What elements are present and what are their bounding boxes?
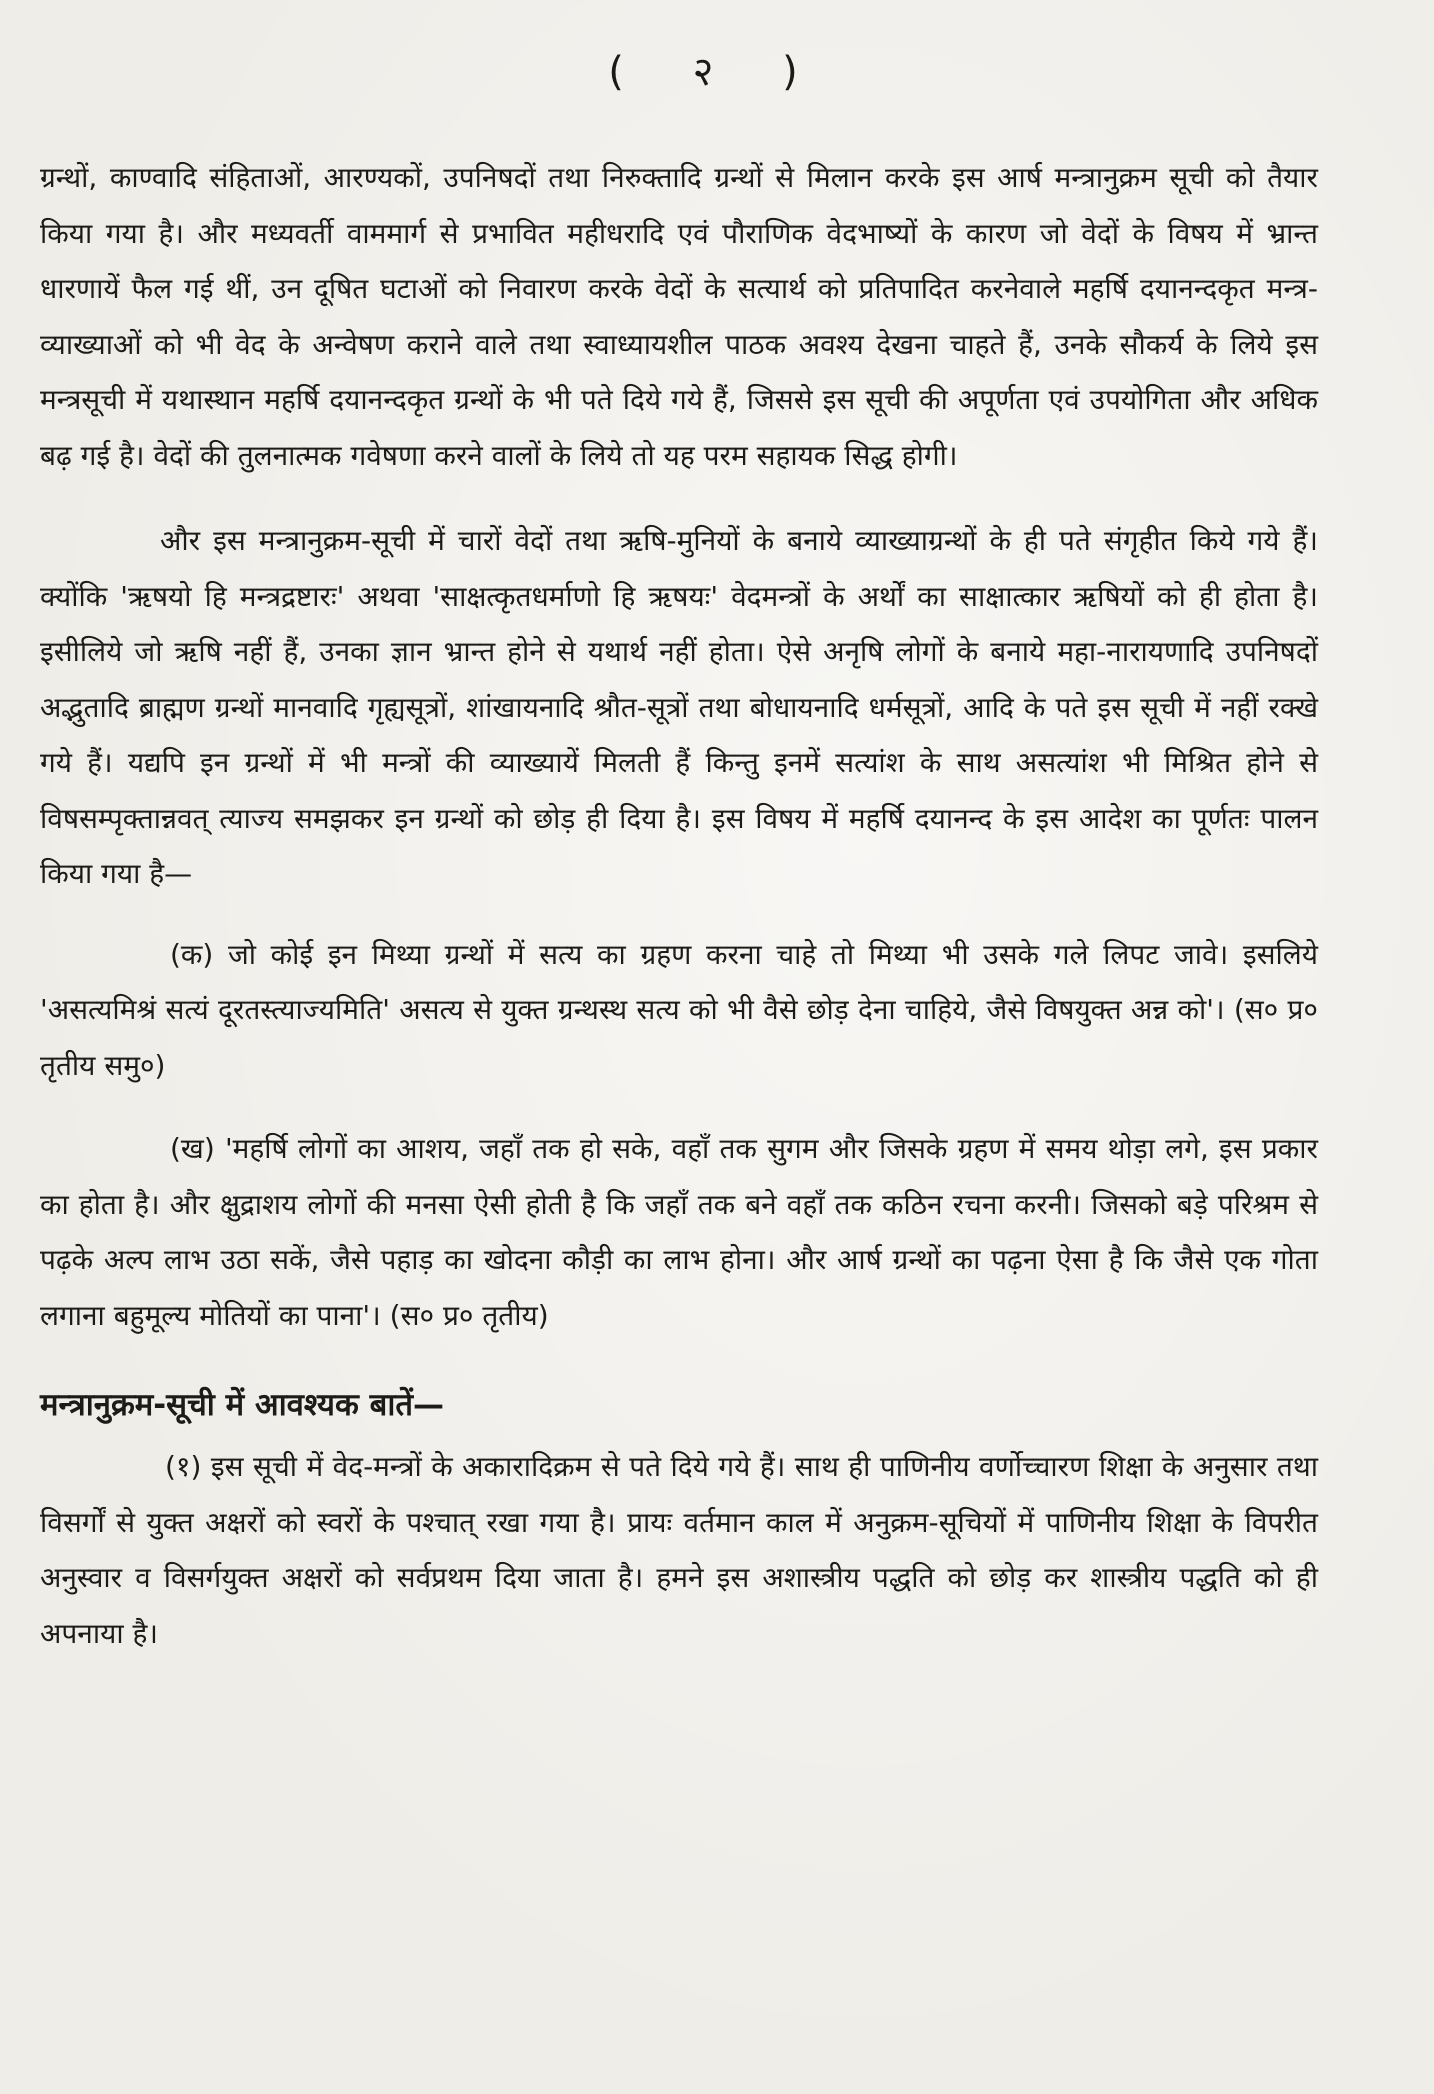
- quote-ka-paragraph: [40, 927, 1318, 1094]
- quote-kha-text: 'महर्षि लोगों का आशय, जहाँ तक हो सके, वहाँ तक सुगम और जिसके ग्रहण में समय थोड़ा लगे, इस प्रकार का होता है। और क्षुद्राशय लोगों की मनसा ऐसी होती है कि जहाँ तक बने वहाँ तक कठिन रचना करनी। जिसको बड़े परिश्रम से पढ़के अल्प लाभ उठा सकें, जैसे पहाड़ का खोदना कौड़ी का लाभ होना। और आर्ष ग्रन्थों का पढ़ना ऐसा है कि जैसे एक गोता लगाना बहुमूल्य मोतियों का पाना'। (स० प्र० तृतीय): [40, 1132, 1318, 1332]
- item-1-text: इस सूची में वेद-मन्त्रों के अकारादिक्रम से पते दिये गये हैं। साथ ही पाणिनीय वर्णोच्चारण शिक्षा के अनुसार तथा विसर्गों से युक्त अक्षरों को स्वरों के पश्चात् रखा गया है। प्रायः वर्तमान काल में अनुक्रम-सूचियों में पाणिनीय शिक्षा के विपरीत अनुस्वार व विसर्गयुक्त अक्षरों को सर्वप्रथम दिया जाता है। हमने इस अशास्त्रीय पद्धति को छोड़ कर शास्त्रीय पद्धति को ही अपनाया है।: [40, 1450, 1319, 1650]
- intro-paragraph: ग्रन्थों, काण्वादि संहिताओं, आरण्यकों, उपनिषदों तथा निरुक्तादि ग्रन्थों से मिलान करके इस आर्ष मन्त्रानुक्रम सूची को तैयार किया गया है। और मध्यवर्ती वाममार्ग से प्रभावित महीधरादि एवं पौराणिक वेदभाष्यों के कारण जो वेदों के विषय में भ्रान्त धारणायें फैल गई थीं, उन दूषित घटाओं को निवारण करके वेदों के सत्यार्थ को प्रतिपादित करनेवाले महर्षि दयानन्दकृत मन्त्र-व्याख्याओं को भी वेद के अन्वेषण कराने वाले तथा स्वाध्यायशील पाठक अवश्य देखना चाहते हैं, उनके सौकर्य के लिये इस मन्त्रसूची में यथास्थान महर्षि दयानन्दकृत ग्रन्थों के भी पते दिये गये हैं, जिससे इस सूची की अपूर्णता एवं उपयोगिता और अधिक बढ़ गई है। वेदों की तुलनात्मक गवेषणा करने वालों के लिये तो यह परम सहायक सिद्ध होगी।: [40, 161, 1318, 472]
- page-number: ( २ ): [608, 49, 826, 95]
- quote-kha-paragraph: [40, 1121, 1318, 1343]
- quote-ka-text: जो कोई इन मिथ्या ग्रन्थों में सत्य का ग्रहण करना चाहे तो मिथ्या भी उसके गले लिपट जावे। इसलिये 'असत्यमिश्रं सत्यं दूरतस्त्याज्यमिति' असत्य से युक्त ग्रन्थस्थ सत्य को भी वैसे छोड़ देना चाहिये, जैसे विषयुक्त अन्न को'। (स० प्र० तृतीय समु०): [40, 937, 1318, 1082]
- quote-kha-label: (ख): [170, 1132, 215, 1165]
- second-paragraph: और इस मन्त्रानुक्रम-सूची में चारों वेदों तथा ऋषि-मुनियों के बनाये व्याख्याग्रन्थों के ही पते संगृहीत किये गये हैं। क्योंकि 'ऋषयो हि मन्त्रद्रष्टारः' अथवा 'साक्षत्कृतधर्माणो हि ऋषयः' वेदमन्त्रों के अर्थों का साक्षात्कार ऋषियों को ही होता है। इसीलिये जो ऋषि नहीं हैं, उनका ज्ञान भ्रान्त होने से यथार्थ नहीं होता। ऐसे अनृषि लोगों के बनाये महा-नारायणादि उपनिषदों अद्भुतादि ब्राह्मण ग्रन्थों मानवादि गृह्यसूत्रों, शांखायनादि श्रौत-सूत्रों तथा बोधायनादि धर्मसूत्रों, आदि के पते इस सूची में नहीं रक्खे गये हैं। यद्यपि इन ग्रन्थों में भी मन्त्रों की व्याख्यायें मिलती हैं किन्तु इनमें सत्यांश के साथ असत्यांश भी मिश्रित होने से विषसम्पृक्तान्नवत् त्याज्य समझकर इन ग्रन्थों को छोड़ ही दिया है। इस विषय में महर्षि दयानन्द के इस आदेश का पूर्णतः पालन किया गया है—: [40, 524, 1318, 890]
- section-heading: मन्त्रानुक्रम-सूची में आवश्यक बातें—: [40, 1387, 445, 1423]
- item-1-paragraph: [40, 1439, 1318, 1661]
- item-1-label: (१): [165, 1450, 202, 1483]
- page-content: [40, 150, 1318, 1661]
- quote-ka-label: (क): [170, 937, 214, 971]
